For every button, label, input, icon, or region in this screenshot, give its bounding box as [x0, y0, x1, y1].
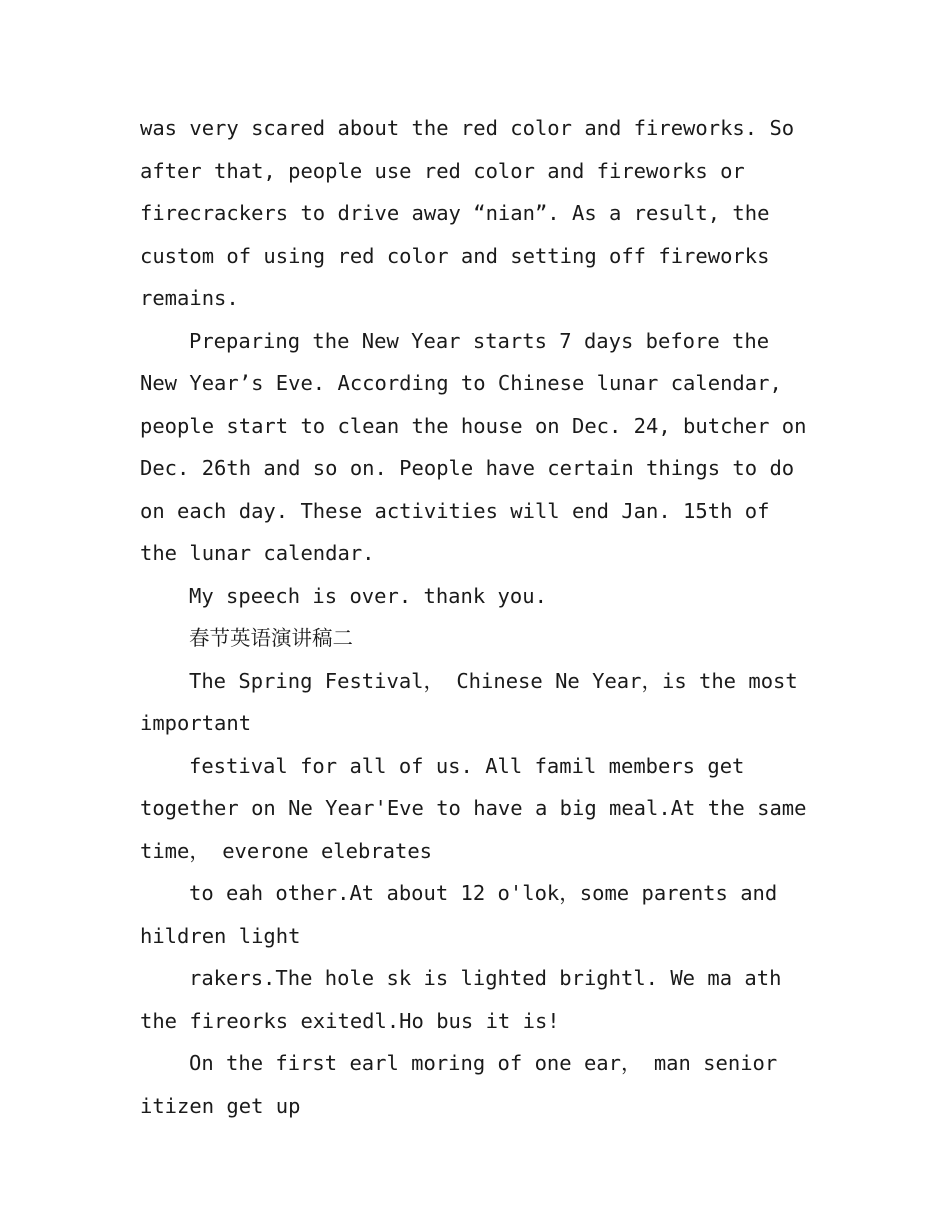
- section-heading: 春节英语演讲稿二: [189, 626, 353, 650]
- document-body: [140, 107, 815, 1127]
- text-line: the fireorks exitedl.Ho bus it is!: [140, 1008, 560, 1033]
- text-line: on each day. These activities will end Jan. 15th of: [140, 498, 770, 523]
- text-line: festival for all of us. All famil members get: [189, 753, 745, 778]
- text-line: New Year’s Eve. According to Chinese lunar calendar,: [140, 371, 782, 395]
- text-line: rakers.The hole sk is lighted brightl. We ma ath: [189, 966, 782, 990]
- text-line: hildren light: [140, 923, 301, 948]
- text-line: The Spring Festival， Chinese Ne Year，is the most: [189, 668, 798, 693]
- text-line: firecrackers to drive away “nian”. As a result, the: [140, 201, 770, 225]
- text-line: Dec. 26th and so on. People have certain things to do: [140, 456, 795, 480]
- text-line: together on Ne Year'Eve to have a big meal.At the same: [140, 796, 807, 820]
- text-line: Preparing the New Year starts 7 days before the: [189, 328, 770, 353]
- text-line: remains.: [140, 286, 239, 310]
- text-line: My speech is over. thank you.: [189, 583, 547, 608]
- text-line: custom of using red color and setting off fireworks: [140, 243, 770, 268]
- text-line: the lunar calendar.: [140, 541, 375, 565]
- text-line: was very scared about the red color and fireworks. So: [140, 116, 795, 140]
- text-line: important: [140, 711, 252, 735]
- text-line: after that, people use red color and fireworks or: [140, 158, 745, 183]
- text-line: time， everone elebrates: [140, 838, 433, 863]
- text-line: to eah other.At about 12 o'lok，some parents and: [189, 881, 778, 905]
- text-line: On the first earl moring of one ear， man senior: [189, 1051, 778, 1075]
- text-line: itizen get up: [140, 1093, 301, 1118]
- text-line: people start to clean the house on Dec. 24, butcher on: [140, 413, 807, 438]
